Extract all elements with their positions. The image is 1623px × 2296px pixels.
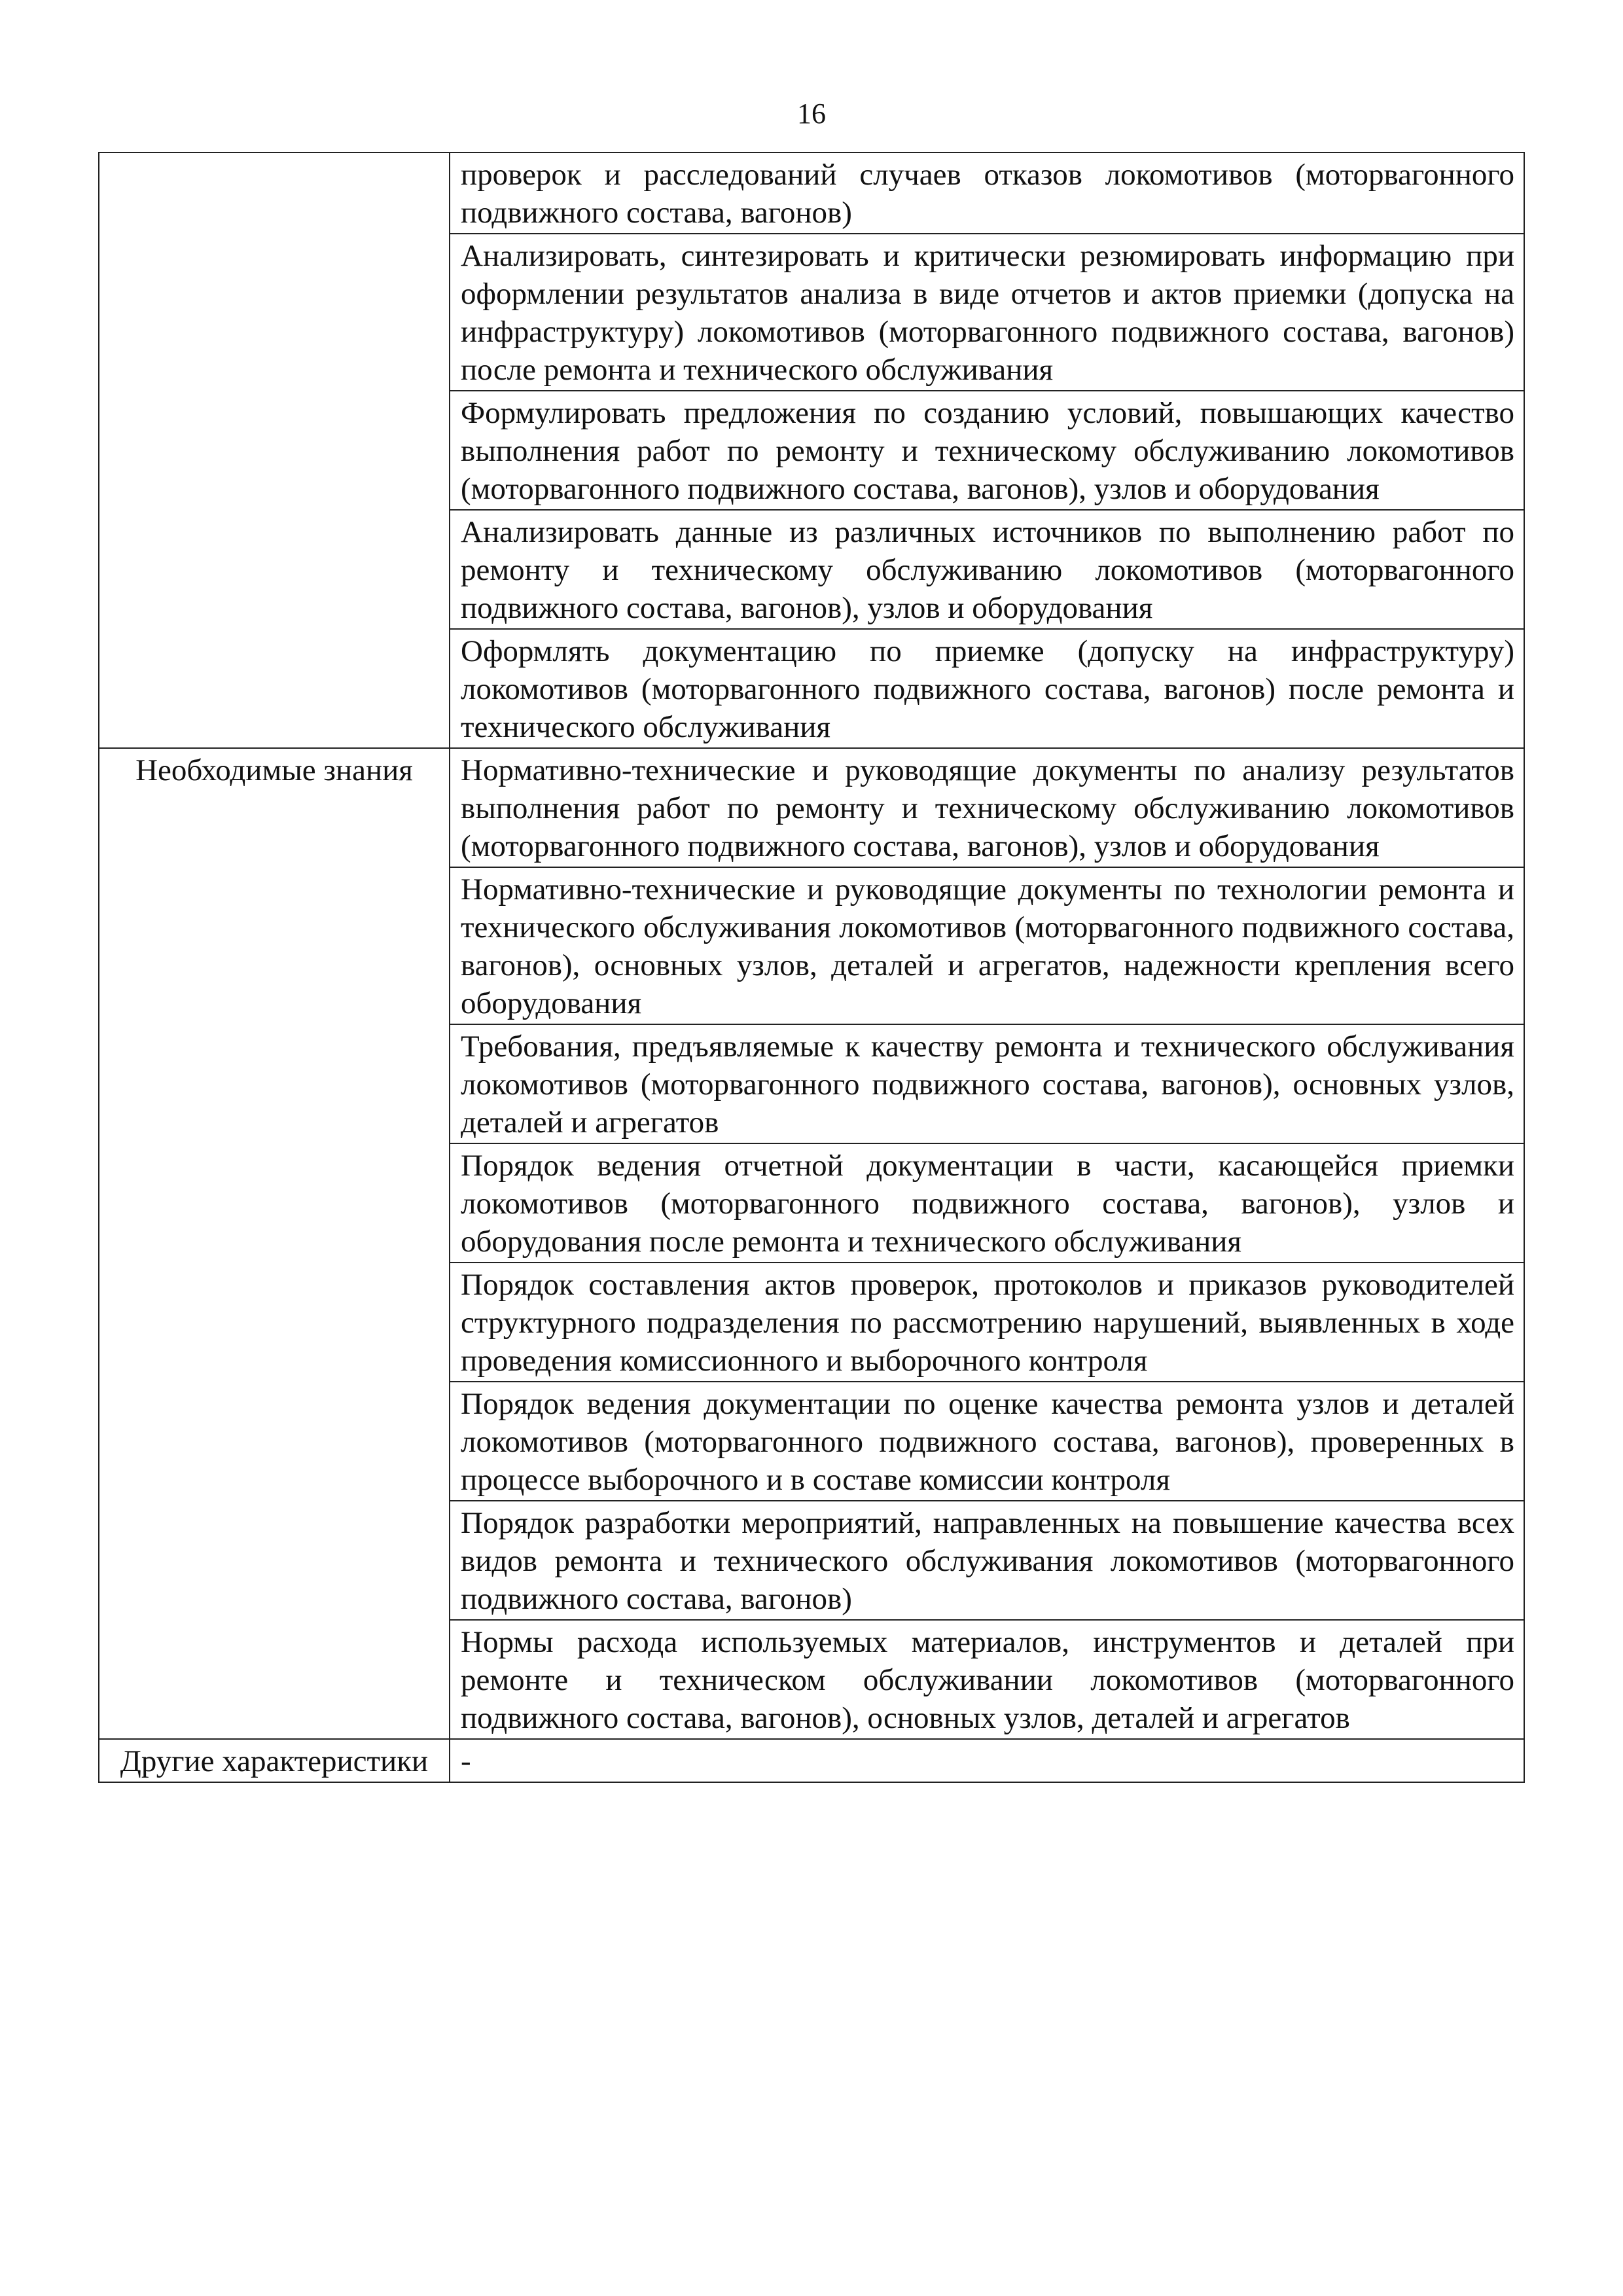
table-row xyxy=(99,1739,1524,1782)
page-number: 16 xyxy=(797,98,826,130)
skill-item: Формулировать предложения по созданию условий, повышающих качество выполнения работ по ремонту и техническому обслуживанию локомотивов (моторвагонного подвижного состава, вагонов), узлов и оборудования xyxy=(450,391,1524,510)
knowledge-item: Нормативно-технические и руководящие документы по технологии ремонта и технического обслуживания локомотивов (моторвагонного подвижного состава, вагонов), основных узлов, деталей и агрегатов, надежности крепления всего оборудования xyxy=(450,867,1524,1024)
skill-item: проверок и расследований случаев отказов локомотивов (моторвагонного подвижного состава, вагонов) xyxy=(450,152,1524,234)
knowledge-item: Нормы расхода используемых материалов, инструментов и деталей при ремонте и техническом обслуживании локомотивов (моторвагонного подвижного состава, вагонов), основных узлов, деталей и агрегатов xyxy=(450,1620,1524,1739)
table-row xyxy=(99,152,1524,234)
other-item: - xyxy=(450,1739,1524,1782)
section-label-continued xyxy=(99,152,450,748)
requirements-table xyxy=(98,152,1525,1783)
knowledge-item: Требования, предъявляемые к качеству ремонта и технического обслуживания локомотивов (моторвагонного подвижного состава, вагонов), основных узлов, деталей и агрегатов xyxy=(450,1024,1524,1143)
skill-item: Оформлять документацию по приемке (допуску на инфраструктуру) локомотивов (моторвагонного подвижного состава, вагонов) после ремонта и технического обслуживания xyxy=(450,629,1524,748)
skill-item: Анализировать, синтезировать и критически резюмировать информацию при оформлении результатов анализа в виде отчетов и актов приемки (допуска на инфраструктуру) локомотивов (моторвагонного подвижного состава, вагонов) после ремонта и технического обслуживания xyxy=(450,234,1524,391)
knowledge-item: Порядок составления актов проверок, протоколов и приказов руководителей структурного подразделения по рассмотрению нарушений, выявленных в ходе проведения комиссионного и выборочного контроля xyxy=(450,1263,1524,1382)
section-label-knowledge: Необходимые знания xyxy=(99,748,450,1739)
skill-item: Анализировать данные из различных источников по выполнению работ по ремонту и техническому обслуживанию локомотивов (моторвагонного подвижного состава, вагонов), узлов и оборудования xyxy=(450,510,1524,629)
knowledge-item: Порядок ведения документации по оценке качества ремонта узлов и деталей локомотивов (моторвагонного подвижного состава, вагонов), проверенных в процессе выборочного и в составе комиссии контроля xyxy=(450,1382,1524,1501)
knowledge-item: Порядок разработки мероприятий, направленных на повышение качества всех видов ремонта и технического обслуживания локомотивов (моторвагонного подвижного состава, вагонов) xyxy=(450,1501,1524,1620)
knowledge-item: Нормативно-технические и руководящие документы по анализу результатов выполнения работ по ремонту и техническому обслуживанию локомотивов (моторвагонного подвижного состава, вагонов), узлов и оборудования xyxy=(450,748,1524,867)
knowledge-item: Порядок ведения отчетной документации в части, касающейся приемки локомотивов (моторвагонного подвижного состава, вагонов), узлов и оборудования после ремонта и технического обслуживания xyxy=(450,1143,1524,1263)
section-label-other: Другие характеристики xyxy=(99,1739,450,1782)
table-row xyxy=(99,748,1524,867)
